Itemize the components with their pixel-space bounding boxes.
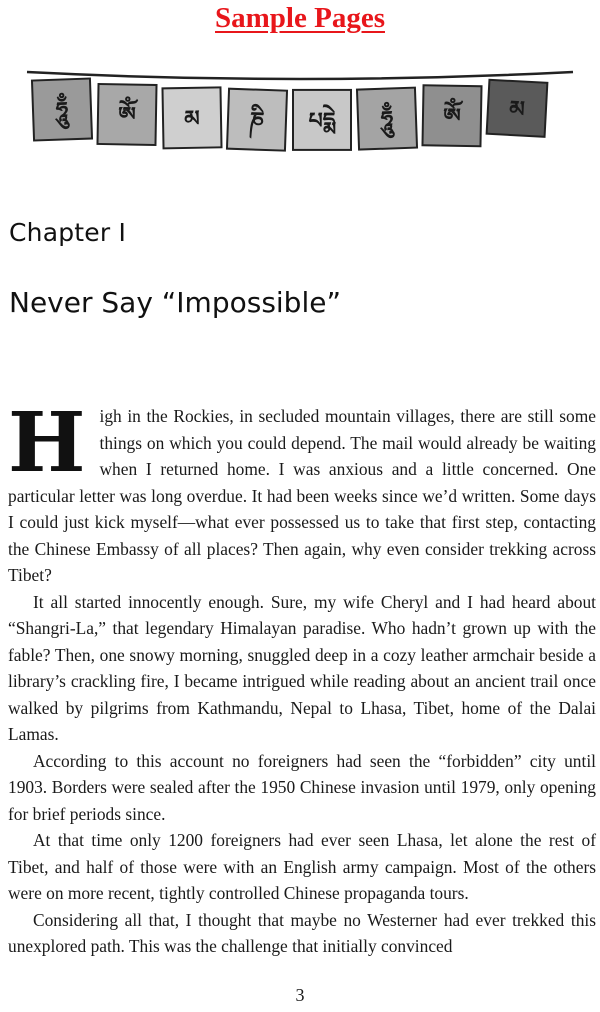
chapter-title: Never Say “Impossible”	[9, 286, 341, 319]
prayer-flag	[487, 80, 548, 137]
prayer-flag	[422, 85, 481, 146]
prayer-flag-glyph: ཎི	[249, 108, 265, 134]
prayer-flag	[227, 89, 287, 151]
drop-cap: H	[8, 395, 86, 491]
paragraph-2: It all started innocently enough. Sure, my wife Cheryl and I had heard about “Shangri-La,” that legendary Himalayan paradise. Who hadn’t grown up with the fable? Then, one snowy morning, snuggled deep in a cozy leather armchair beside a library’s crackling fire, I became intrigued while reading about an ancient trail once walked by pilgrims from Kathmandu, Nepal to Lhasa, Tibet, home of the Dalai Lamas.	[8, 591, 596, 744]
prayer-flag-glyph: མ	[184, 106, 200, 132]
prayer-flag-glyph: པདྨེ	[308, 108, 336, 134]
prayer-flag	[293, 90, 351, 150]
prayer-flag	[162, 87, 221, 148]
prayer-flag-glyph: ཧཱུྃ	[55, 98, 69, 124]
chapter-label: Chapter I	[9, 218, 127, 247]
paragraph-5: Considering all that, I thought that maybe no Westerner had ever trekked this unexplored path. This was the challenge that initially convinced	[8, 909, 596, 956]
body-text	[8, 395, 596, 960]
page-number: 3	[295, 985, 305, 1005]
prayer-flag-glyph: ཨོཾ	[117, 103, 137, 129]
prayer-flag-glyph: ཧཱུྃ	[380, 107, 394, 133]
paragraph-1	[8, 395, 596, 589]
prayer-flags-illustration	[25, 66, 575, 156]
prayer-flag-glyph: ཨོཾ	[442, 104, 462, 130]
sample-pages-heading: Sample Pages	[215, 2, 385, 34]
prayer-flag	[97, 84, 156, 145]
prayer-flag	[357, 88, 417, 150]
prayer-flags-svg	[25, 66, 575, 156]
paragraph-1-text: igh in the Rockies, in secluded mountain villages, there are still some things on which you could depend. The mail would already be waiting when I returned home. I was anxious and a little concerned. One particular letter was long overdue. It had been weeks since we’d written. Some days I could just kick myself—what ever possessed us to take that first step, contacting the Chinese Embassy of all places? Then again, why even consider trekking across Tibet?	[8, 406, 596, 585]
paragraph-3: According to this account no foreigners had seen the “forbidden” city until 1903. Borders were sealed after the 1950 Chinese invasion until 1979, only opening for brief periods since.	[8, 750, 596, 824]
flag-string	[27, 72, 573, 79]
prayer-flag-glyph: མ	[508, 96, 526, 123]
paragraph-4: At that time only 1200 foreigners had ever seen Lhasa, let alone the rest of Tibet, and half of those were with an English army campaign. Most of the others were on more recent, tightly controlled Chinese propaganda tours.	[8, 830, 596, 903]
prayer-flag	[32, 79, 92, 141]
